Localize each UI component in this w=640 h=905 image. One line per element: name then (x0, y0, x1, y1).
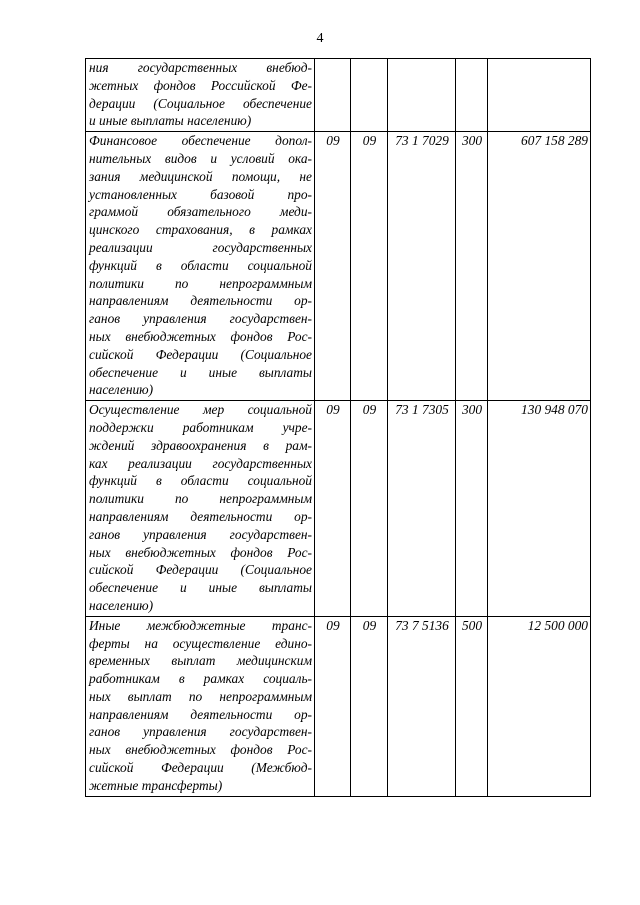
description-line: граммой обязательного меди- (89, 204, 312, 220)
description-line: и иные выплаты населению) (89, 113, 252, 129)
amount-value: 607 158 289 (488, 132, 591, 401)
description-line: Осуществление мер социальной (89, 402, 312, 418)
description-line: политики по непрограммным (89, 275, 312, 291)
description-line: установленных базовой про- (89, 186, 312, 202)
row-description (86, 401, 315, 617)
budget-table-body (86, 59, 591, 797)
target-article-code: 73 1 7029 (388, 132, 456, 401)
description-line: ных внебюджетных фондов Рос- (89, 328, 312, 344)
description-line: населению) (89, 382, 154, 398)
description-line: ганов управления государствен- (89, 724, 312, 740)
amount-value: 130 948 070 (488, 401, 591, 617)
table-row (86, 132, 591, 401)
description-line: цинского страхования, в рамках (89, 222, 312, 238)
target-article-code: 73 7 5136 (388, 616, 456, 796)
description-line: направлениям деятельности ор- (89, 508, 312, 524)
description-line: ках реализации государственных (89, 455, 312, 471)
target-article-code: 73 1 7305 (388, 401, 456, 617)
description-line: функций в области социальной (89, 473, 312, 489)
subsection-code: 09 (351, 132, 388, 401)
expense-type-code: 500 (456, 616, 488, 796)
description-line: жетные трансферты) (89, 777, 223, 793)
subsection-code: 09 (351, 616, 388, 796)
table-row (86, 616, 591, 796)
amount-value: 12 500 000 (488, 616, 591, 796)
subsection-code (351, 59, 388, 132)
description-line: поддержки работникам учре- (89, 419, 312, 435)
table-row (86, 401, 591, 617)
description-line: нительных видов и условий ока- (89, 150, 312, 166)
description-line: сийской Федерации (Межбюд- (89, 760, 312, 776)
description-line: ганов управления государствен- (89, 526, 312, 542)
amount-value (488, 59, 591, 132)
description-line: ждений здравоохранения в рам- (89, 437, 312, 453)
section-code: 09 (315, 132, 351, 401)
description-line: работникам в рамках социаль- (89, 671, 312, 687)
row-description (86, 132, 315, 401)
subsection-code: 09 (351, 401, 388, 617)
description-line: направлениям деятельности ор- (89, 293, 312, 309)
section-code: 09 (315, 616, 351, 796)
target-article-code (388, 59, 456, 132)
description-line: ния государственных внебюд- (89, 60, 312, 75)
description-line: направлениям деятельности ор- (89, 706, 312, 722)
row-description (86, 616, 315, 796)
description-line: ных внебюджетных фондов Рос- (89, 742, 312, 758)
description-line: обеспечение и иные выплаты (89, 580, 312, 596)
section-code (315, 59, 351, 132)
expense-type-code: 300 (456, 401, 488, 617)
description-line: функций в области социальной (89, 257, 312, 273)
description-line: ных выплат по непрограммным (89, 688, 312, 704)
description-line: сийской Федерации (Социальное (89, 346, 312, 362)
description-line: ных внебюджетных фондов Рос- (89, 544, 312, 560)
description-line: населению) (89, 597, 154, 613)
description-line: политики по непрограммным (89, 491, 312, 507)
page-number: 4 (316, 31, 324, 46)
section-code: 09 (315, 401, 351, 617)
description-line: Финансовое обеспечение допол- (89, 133, 312, 149)
description-line: обеспечение и иные выплаты (89, 364, 312, 380)
description-line: Иные межбюджетные транс- (89, 617, 312, 633)
description-line: сийской Федерации (Социальное (89, 562, 312, 578)
description-line: реализации государственных (89, 239, 312, 255)
budget-table (85, 58, 591, 797)
expense-type-code (456, 59, 488, 132)
description-line: временных выплат медицинским (89, 653, 312, 669)
description-line: зания медицинской помощи, не (89, 168, 312, 184)
expense-type-code: 300 (456, 132, 488, 401)
table-row (86, 59, 591, 132)
description-line: жетных фондов Российской Фе- (89, 77, 312, 93)
description-line: ганов управления государствен- (89, 311, 312, 327)
row-description (86, 59, 315, 132)
description-line: дерации (Социальное обеспечение (89, 95, 312, 111)
description-line: ферты на осуществление едино- (89, 635, 312, 651)
